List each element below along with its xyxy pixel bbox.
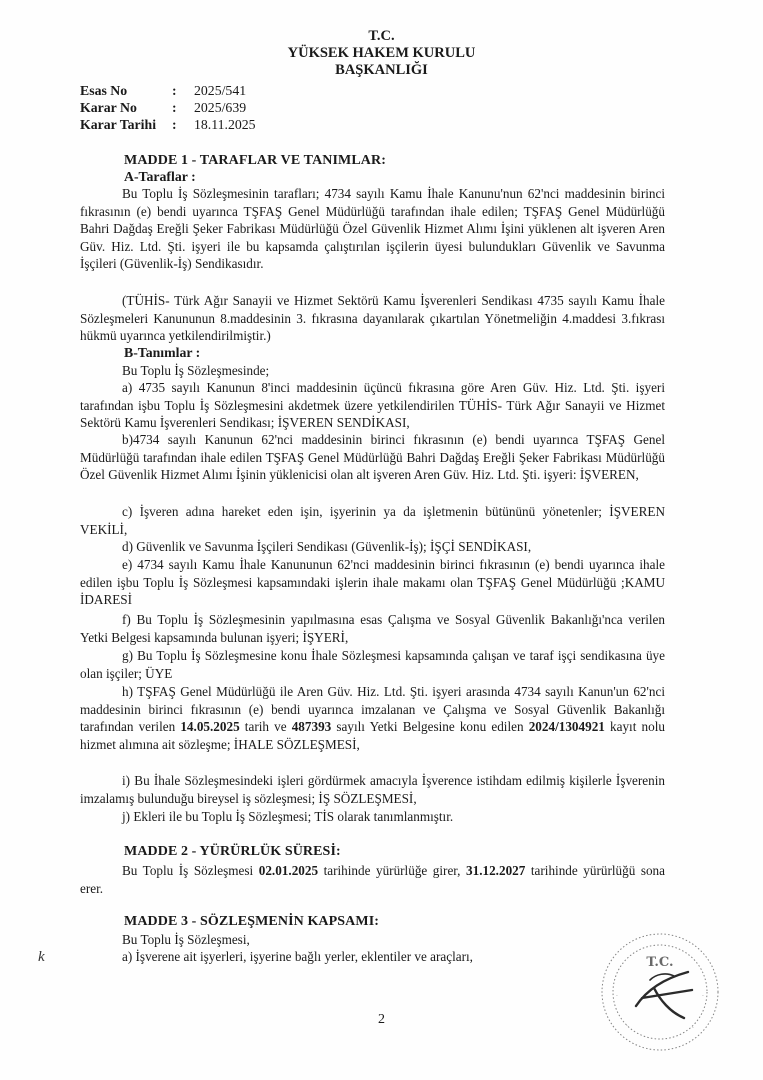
definition-h-text: kayıt nolu hizmet alımına ait sözleşme; İHALE SÖZLEŞMESİ, bbox=[80, 719, 665, 752]
madde2-text: Bu Toplu İş Sözleşmesi bbox=[122, 863, 259, 878]
definition-f: f) Bu Toplu İş Sözleşmesinin yapılmasına esas Çalışma ve Sosyal Güvenlik Bakanlığı'nca verilen Yetki Belgesi kapsamında bulunan işyeri; İŞYERİ, bbox=[80, 612, 665, 645]
yetki-number: 487393 bbox=[291, 719, 332, 734]
definition-j: j) Ekleri ile bu Toplu İş Sözleşmesi; TİS olarak tanımlanmıştır. bbox=[122, 809, 454, 824]
definition-a: a) 4735 sayılı Kanunun 8'inci maddesinin üçüncü fıkrasına göre Aren Güv. Hiz. Ltd. Şti. işyeri tarafından işbu Toplu İş Sözleşmesini akdetmek üzere yetkilendirilen TÜHİS- Türk Ağır Sanayii ve Hizmet Sektörü Kamu İşverenleri Sendikası; İŞVEREN SENDİKASI, bbox=[80, 380, 665, 430]
tuhis-paragraph: (TÜHİS- Türk Ağır Sanayii ve Hizmet Sektörü Kamu İşverenleri Sendikası 4735 sayılı Kamu İhale Sözleşmeleri Kanununun 8.maddesinin 3. fıkrasına dayanılarak çıkartılan Yönetmeliğin 4.maddesi 3.fıkrası hükmü uyarınca yetkilendirilmiştir.) bbox=[80, 293, 665, 343]
madde1-title: MADDE 1 - TARAFLAR VE TANIMLAR: bbox=[124, 153, 386, 168]
header-presidency: BAŞKANLIĞI bbox=[335, 62, 428, 78]
meta-label: Karar No bbox=[80, 100, 137, 115]
madde2-paragraph bbox=[80, 862, 665, 897]
madde2-title: MADDE 2 - YÜRÜRLÜK SÜRESİ: bbox=[124, 844, 341, 859]
madde2-text: tarihinde yürürlüğe girer, bbox=[318, 863, 466, 878]
definition-h-text: h) TŞFAŞ Genel Müdürlüğü ile Aren Güv. Hiz. Ltd. Şti. işyeri arasında 4734 sayılı Kanun'un 62'nci maddesinin birinci fıkrasının (e) bendi uyarınca imzalanan ve Çalışma ve Sosyal Güvenlik Bakanlığı tarafından verilen bbox=[80, 684, 665, 734]
page-number: 2 bbox=[378, 1012, 385, 1027]
definition-d: d) Güvenlik ve Savunma İşçileri Sendikası (Güvenlik-İş); İŞÇİ SENDİKASI, bbox=[122, 539, 532, 554]
taraflar-paragraph: Bu Toplu İş Sözleşmesinin tarafları; 4734 sayılı Kamu İhale Kanunu'nun 62'nci maddesinin birinci fıkrasının (e) bendi uyarınca TŞFAŞ Genel Müdürlüğü tarafından ihale edilen; TŞFAŞ Genel Müdürlüğü Bahri Dağdaş Ereğli Şeker Fabrikası Müdürlüğü Özel Güvenlik Hizmet Alımı İşini yüklenen alt işveren Aren Güv. Hiz. Ltd. Şti. işyeri ile bu kapsamda çalıştırılan işçilerin üyesi bulundukları Güvenlik ve Savunma İşçileri (Güvenlik-İş) Sendikasıdır. bbox=[80, 186, 665, 271]
definition-i: i) Bu İhale Sözleşmesindeki işleri gördürmek amacıyla İşverence istihdam edilmiş kişilerle İşverenin imzalamış bulunduğu bireysel iş sözleşmesi; İŞ SÖZLEŞMESİ, bbox=[80, 773, 665, 806]
svg-text:·: · bbox=[616, 993, 618, 1000]
margin-initial-mark: k bbox=[38, 949, 45, 965]
madde3-title: MADDE 3 - SÖZLEŞMENİN KAPSAMI: bbox=[124, 914, 380, 929]
seal-top-text: T.C. bbox=[646, 955, 674, 970]
meta-sep: : bbox=[172, 83, 177, 98]
svg-text:·: · bbox=[626, 1023, 628, 1030]
tanimlar-intro: Bu Toplu İş Sözleşmesinde; bbox=[122, 363, 270, 378]
taraflar-title: A-Taraflar : bbox=[124, 169, 196, 184]
madde3-intro: Bu Toplu İş Sözleşmesi, bbox=[122, 932, 250, 947]
header-tc: T.C. bbox=[368, 28, 395, 44]
madde3-item-a: a) İşverene ait işyerleri, işyerine bağlı yerler, eklentiler ve araçları, bbox=[122, 949, 473, 964]
definition-c: c) İşveren adına hareket eden işin, işyerinin ya da işletmenin bütününü yönetenler; İŞVEREN VEKİLİ, bbox=[80, 504, 665, 537]
meta-karar-tarihi bbox=[80, 116, 256, 133]
definition-h bbox=[80, 683, 665, 753]
official-seal-stamp bbox=[596, 928, 724, 1056]
meta-esas-no bbox=[80, 82, 246, 99]
definition-g: g) Bu Toplu İş Sözleşmesine konu İhale Sözleşmesi kapsamında çalışan ve taraf işçi sendikasına üye olan işçiler; ÜYE bbox=[80, 648, 665, 681]
meta-label: Karar Tarihi bbox=[80, 117, 157, 132]
start-date: 02.01.2025 bbox=[258, 863, 319, 878]
meta-sep: : bbox=[172, 100, 177, 115]
definition-h-text: sayılı Yetki Belgesine konu edilen bbox=[331, 719, 529, 734]
meta-sep: : bbox=[172, 117, 177, 132]
definition-e: e) 4734 sayılı Kamu İhale Kanununun 62'nci maddesinin birinci fıkrasının (e) bendi uyarınca ihale edilen işbu Toplu İş Sözleşmesi kapsamındaki işlerin ihale makamı olan TŞFAŞ Genel Müdürlüğü ;KAMU İDARESİ bbox=[80, 557, 665, 607]
meta-value: 18.11.2025 bbox=[194, 117, 256, 132]
definition-h-text: tarih ve bbox=[239, 719, 292, 734]
registry-number: 2024/1304921 bbox=[528, 719, 605, 734]
tanimlar-title: B-Tanımlar : bbox=[124, 345, 201, 360]
end-date: 31.12.2027 bbox=[466, 863, 526, 878]
meta-label: Esas No bbox=[80, 83, 128, 98]
svg-text:·: · bbox=[692, 1025, 694, 1032]
definition-b: b)4734 sayılı Kanunun 62'nci maddesinin birinci fıkrasının (e) bendi uyarınca TŞFAŞ Genel Müdürlüğü tarafından ihale edilen TŞFAŞ Genel Müdürlüğü Bahri Dağdaş Ereğli Şeker Fabrikası Müdürlüğü Özel Güvenlik Hizmet Alımı İşinin yüklenicisi olan alt işveren Aren Güv. Hiz. Ltd. Şti. işyeri: İŞVEREN, bbox=[80, 432, 665, 482]
meta-karar-no bbox=[80, 99, 246, 116]
meta-value: 2025/541 bbox=[194, 83, 247, 98]
yetki-date: 14.05.2025 bbox=[180, 719, 240, 734]
svg-text:·: · bbox=[702, 993, 704, 1000]
meta-value: 2025/639 bbox=[194, 100, 247, 115]
madde2-text: tarihinde yürürlüğü sona erer. bbox=[80, 863, 665, 896]
header-institution: YÜKSEK HAKEM KURULU bbox=[287, 45, 476, 61]
